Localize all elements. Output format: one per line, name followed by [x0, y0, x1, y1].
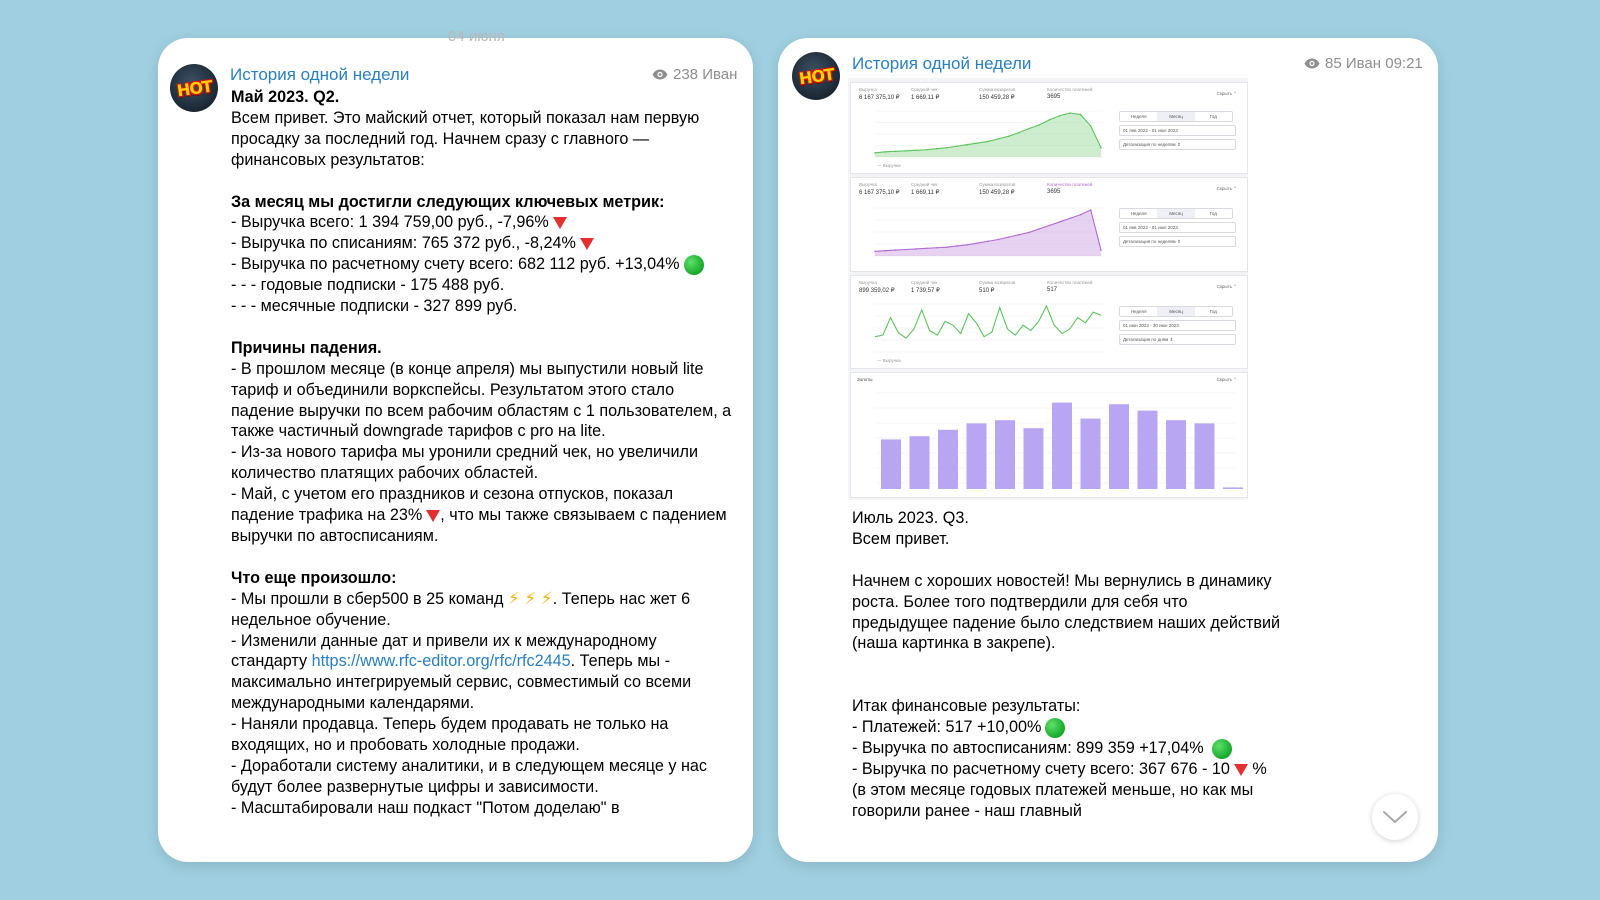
chart-title: Золоты — [857, 377, 873, 382]
data-point — [905, 249, 907, 251]
data-point — [997, 138, 999, 140]
data-point — [1080, 114, 1082, 116]
metric-text: - Выручка по расчетному счету всего: 682 112 руб. +13,04% — [231, 255, 680, 274]
legend-item: — Выручка — [877, 358, 901, 363]
data-point — [1090, 209, 1092, 211]
data-point — [905, 150, 907, 152]
other-heading: Что еще произошло: — [231, 568, 397, 587]
dashboard-screenshot[interactable] — [848, 78, 1248, 500]
other-text: . Теперь мы - максимально интегрируемый сервис, совместимый со всеми международными календарями. — [231, 652, 692, 713]
data-point — [895, 249, 897, 251]
down-triangle-icon — [426, 510, 440, 522]
collapse-toggle: Скрыть ⌃ — [1216, 284, 1237, 289]
data-point — [1018, 234, 1020, 236]
reason-item — [231, 484, 736, 547]
metric-value: 6 167 375,10 ₽ — [859, 190, 900, 196]
views-counter — [1304, 55, 1423, 72]
bar[interactable] — [1195, 423, 1215, 489]
detail-select: Детализация по дням ⇕ — [1119, 334, 1236, 345]
metric-label: Выручка — [859, 182, 877, 187]
data-point — [1049, 225, 1051, 227]
down-triangle-icon — [553, 217, 567, 229]
other-item: - Наняли продавца. Теперь будем продавать не только на входящих, но и пробовать холодные продажи. — [231, 715, 669, 755]
metric-item: - - - месячные подписки - 327 899 руб. — [231, 297, 518, 316]
data-point — [1059, 221, 1061, 223]
channel-name[interactable]: История одной недели — [230, 65, 410, 84]
date-range-field: 01 июн 2023 - 30 июн 2023 — [1119, 320, 1236, 331]
channel-name[interactable]: История одной недели — [852, 54, 1032, 73]
data-point — [1100, 147, 1102, 149]
collapse-toggle: Скрыть ⌃ — [1216, 377, 1237, 382]
collapse-toggle: Скрыть ⌃ — [1216, 91, 1237, 96]
other-text: . Теперь нас жет 6 недельное обучение. — [231, 589, 691, 629]
metric-value: 6 167 375,10 ₽ — [859, 95, 900, 101]
data-point — [1080, 214, 1082, 216]
data-point — [987, 141, 989, 143]
data-point — [1018, 132, 1020, 134]
period-tab[interactable]: Неделя — [1130, 211, 1147, 216]
metric-item: - - - годовые подписки - 175 488 руб. — [231, 276, 505, 295]
down-triangle-icon — [1234, 764, 1248, 776]
data-point — [946, 147, 948, 149]
other-item — [231, 589, 736, 631]
metric-value: 3695 — [1047, 94, 1061, 100]
data-point — [895, 151, 897, 153]
fin-heading: Итак финансовые результаты: — [852, 697, 1081, 716]
data-point — [946, 246, 948, 248]
metric-label: Количество платежей — [1047, 87, 1093, 92]
period-tabs — [1119, 306, 1233, 317]
data-point — [997, 239, 999, 241]
data-point — [874, 152, 876, 154]
data-point — [977, 242, 979, 244]
other-item: - Масштабировали наш подкаст "Потом доделаю" в — [231, 798, 620, 817]
metric-label: Количество платежей — [1047, 182, 1093, 187]
eye-icon — [1304, 58, 1320, 69]
post-text — [852, 508, 1412, 822]
data-point — [1028, 128, 1030, 130]
metric-label: Количество платежей — [1047, 280, 1093, 285]
fin-item — [852, 759, 1282, 822]
metric-value: 899 359,02 ₽ — [859, 288, 895, 294]
post-title: Май 2023. Q2. — [231, 88, 340, 106]
views-counter — [652, 66, 737, 83]
dashboard-panel-1 — [850, 82, 1248, 174]
views-text: 238 Иван — [673, 66, 738, 83]
data-point — [1039, 228, 1041, 230]
post-greeting: Всем привет. — [852, 529, 950, 548]
metric-label: Сумма возвратов — [979, 87, 1016, 92]
data-point — [884, 250, 886, 252]
fin-text: % (в этом месяце годовых платежей меньше, но как мы говорили ранее - наш главный — [852, 759, 1267, 820]
post-paragraph: Начнем с хороших новостей! Мы вернулись в динамику роста. Более того подтвердили для себя что предыдущее падение было следствием наших действий (наша картинка в закрепе). — [852, 571, 1281, 653]
metric-label: Выручка — [859, 87, 877, 92]
fin-item — [852, 738, 1282, 759]
fin-text: - Выручка по расчетному счету всего: 367 676 - 10 — [852, 759, 1230, 778]
dashboard-panel-4 — [850, 372, 1248, 498]
views-text: 85 Иван 09:21 — [1325, 55, 1423, 72]
post-intro: Всем привет. Это майский отчет, который показал нам первую просадку за последний год. Начнем сразу с главного — финансовых результатов: — [231, 108, 700, 169]
bar[interactable] — [1081, 419, 1101, 489]
other-text: - Мы прошли в сбер500 в 25 команд — [231, 589, 504, 608]
area-chart — [857, 298, 1107, 360]
area-chart — [857, 105, 1107, 165]
bar[interactable] — [1166, 420, 1186, 489]
date-separator: 04 июня — [448, 28, 505, 45]
reason-text: , что мы также связываем с падением выручки по автосписаниям. — [231, 506, 727, 545]
detail-select: Детализация по неделям ⇕ — [1119, 236, 1236, 247]
metric-value: 1 739,57 ₽ — [911, 288, 940, 294]
other-item: - Доработали систему аналитики, и в следующем месяце у нас будут более развернутые цифры и зависимости. — [231, 756, 708, 796]
data-point — [1069, 112, 1071, 114]
data-point — [915, 248, 917, 250]
metric-value: 150 459,28 ₽ — [979, 95, 1015, 101]
post-card-may — [158, 28, 753, 862]
green-circle-icon — [1212, 739, 1232, 759]
data-point — [1100, 249, 1102, 251]
green-circle-icon — [1045, 718, 1065, 738]
metric-item — [231, 254, 736, 275]
fin-item — [852, 717, 1412, 738]
date-range-field: 01 янв 2022 - 01 июл 2023 — [1119, 222, 1236, 233]
rfc-link[interactable]: https://www.rfc-editor.org/rfc/rfc2445 — [311, 652, 571, 671]
bar[interactable] — [1109, 404, 1129, 489]
data-point — [977, 142, 979, 144]
post-card-july — [778, 38, 1438, 862]
period-tab[interactable]: Год — [1209, 309, 1217, 314]
data-point — [936, 148, 938, 150]
post-title: Июль 2023. Q3. — [852, 509, 969, 527]
metric-value: 1 669,11 ₽ — [911, 190, 940, 196]
data-point — [1039, 124, 1041, 126]
data-point — [1059, 115, 1061, 117]
metric-label: Средний чек — [911, 182, 938, 187]
metrics-heading: За месяц мы достигли следующих ключевых метрик: — [231, 192, 665, 211]
data-point — [926, 248, 928, 250]
lightning-icon: ⚡ — [507, 588, 520, 608]
legend-item: — Выручка — [877, 163, 901, 168]
metric-label: Средний чек — [911, 87, 938, 92]
metric-text: - Выручка всего: 1 394 759,00 руб., -7,96% — [231, 213, 549, 232]
dashboard-panel-2 — [850, 177, 1248, 272]
data-point — [936, 247, 938, 249]
date-range-field: 01 янв 2022 - 01 июл 2023 — [1119, 125, 1236, 136]
bar[interactable] — [1052, 403, 1072, 489]
metric-value: 150 459,28 ₽ — [979, 190, 1015, 196]
hot-logo-icon: HOT — [797, 64, 835, 88]
period-tabs — [1119, 111, 1233, 122]
metric-label: Сумма возвратов — [979, 182, 1016, 187]
data-point — [1028, 232, 1030, 234]
period-tab[interactable]: Год — [1209, 114, 1217, 119]
period-tab[interactable]: Год — [1209, 211, 1217, 216]
bar[interactable] — [1223, 487, 1243, 489]
period-tab[interactable]: Неделя — [1130, 309, 1147, 314]
period-tab[interactable]: Месяц — [1157, 307, 1194, 316]
data-point — [874, 250, 876, 252]
data-point — [967, 144, 969, 146]
reasons-heading: Причины падения. — [231, 338, 382, 357]
channel-avatar[interactable] — [792, 52, 840, 100]
period-tab[interactable]: Неделя — [1130, 114, 1147, 119]
data-point — [956, 245, 958, 247]
bar[interactable] — [967, 423, 987, 489]
hot-logo-icon: HOT — [175, 76, 213, 100]
data-point — [956, 145, 958, 147]
metric-item — [231, 212, 736, 233]
data-point — [967, 244, 969, 246]
data-point — [1008, 135, 1010, 137]
reason-text: - Май, с учетом его праздников и сезона отпусков, показал падение трафика на 23% — [231, 485, 674, 525]
data-point — [1090, 125, 1092, 127]
lightning-icon: ⚡ — [524, 588, 537, 608]
collapse-toggle: Скрыть ⌃ — [1216, 186, 1237, 191]
metric-item — [231, 233, 736, 254]
bar[interactable] — [881, 439, 901, 489]
other-text: - Изменили данные дат и привели их к международному стандарту — [231, 631, 657, 671]
data-point — [926, 149, 928, 151]
green-circle-icon — [684, 255, 704, 275]
metric-value: 3695 — [1047, 189, 1061, 195]
bar[interactable] — [938, 430, 958, 489]
bar[interactable] — [910, 436, 930, 489]
data-point — [1049, 119, 1051, 121]
metric-value: 1 669,11 ₽ — [911, 95, 940, 101]
period-tab[interactable]: Месяц — [1157, 112, 1194, 121]
fin-text: - Выручка по автосписаниям: 899 359 +17,04% — [852, 738, 1204, 757]
eye-icon — [652, 69, 668, 80]
other-item — [231, 631, 736, 715]
bar[interactable] — [1024, 428, 1044, 489]
post-text — [231, 87, 736, 819]
period-tabs — [1119, 208, 1233, 219]
data-point — [915, 149, 917, 151]
scroll-down-button[interactable] — [1372, 794, 1418, 840]
period-tab[interactable]: Месяц — [1157, 209, 1194, 218]
detail-select: Детализация по неделям ⇕ — [1119, 139, 1236, 150]
bar-chart — [857, 387, 1241, 495]
data-point — [884, 151, 886, 153]
lightning-icon: ⚡ — [540, 588, 553, 608]
metric-label: Выручка — [859, 280, 877, 285]
down-triangle-icon — [580, 238, 594, 250]
series-line — [875, 306, 1101, 338]
bar[interactable] — [995, 420, 1015, 489]
reason-item: - В прошлом месяце (в конце апреля) мы выпустили новый lite тариф и объединили воркспейсы. Результатом этого стало падение выручки по всем рабочим областям с 1 пользователем, а также частичный downgrade тарифов с pro на lite. — [231, 359, 732, 441]
channel-avatar[interactable] — [170, 64, 218, 112]
metric-value: 510 ₽ — [979, 288, 995, 294]
metric-label: Сумма возвратов — [979, 280, 1016, 285]
fin-text: - Платежей: 517 +10,00% — [852, 718, 1042, 737]
dashboard-panel-3 — [850, 275, 1248, 369]
data-point — [1008, 236, 1010, 238]
bar[interactable] — [1138, 411, 1158, 489]
metric-value: 517 — [1047, 287, 1058, 293]
metric-label: Средний чек — [911, 280, 938, 285]
data-point — [1069, 217, 1071, 219]
reason-item: - Из-за нового тарифа мы уронили средний чек, но увеличили количество платящих рабочих областей. — [231, 443, 699, 483]
data-point — [987, 240, 989, 242]
area-chart — [857, 202, 1107, 264]
chevron-down-icon — [1382, 810, 1408, 824]
metric-text: - Выручка по списаниям: 765 372 руб., -8,24% — [231, 234, 576, 253]
